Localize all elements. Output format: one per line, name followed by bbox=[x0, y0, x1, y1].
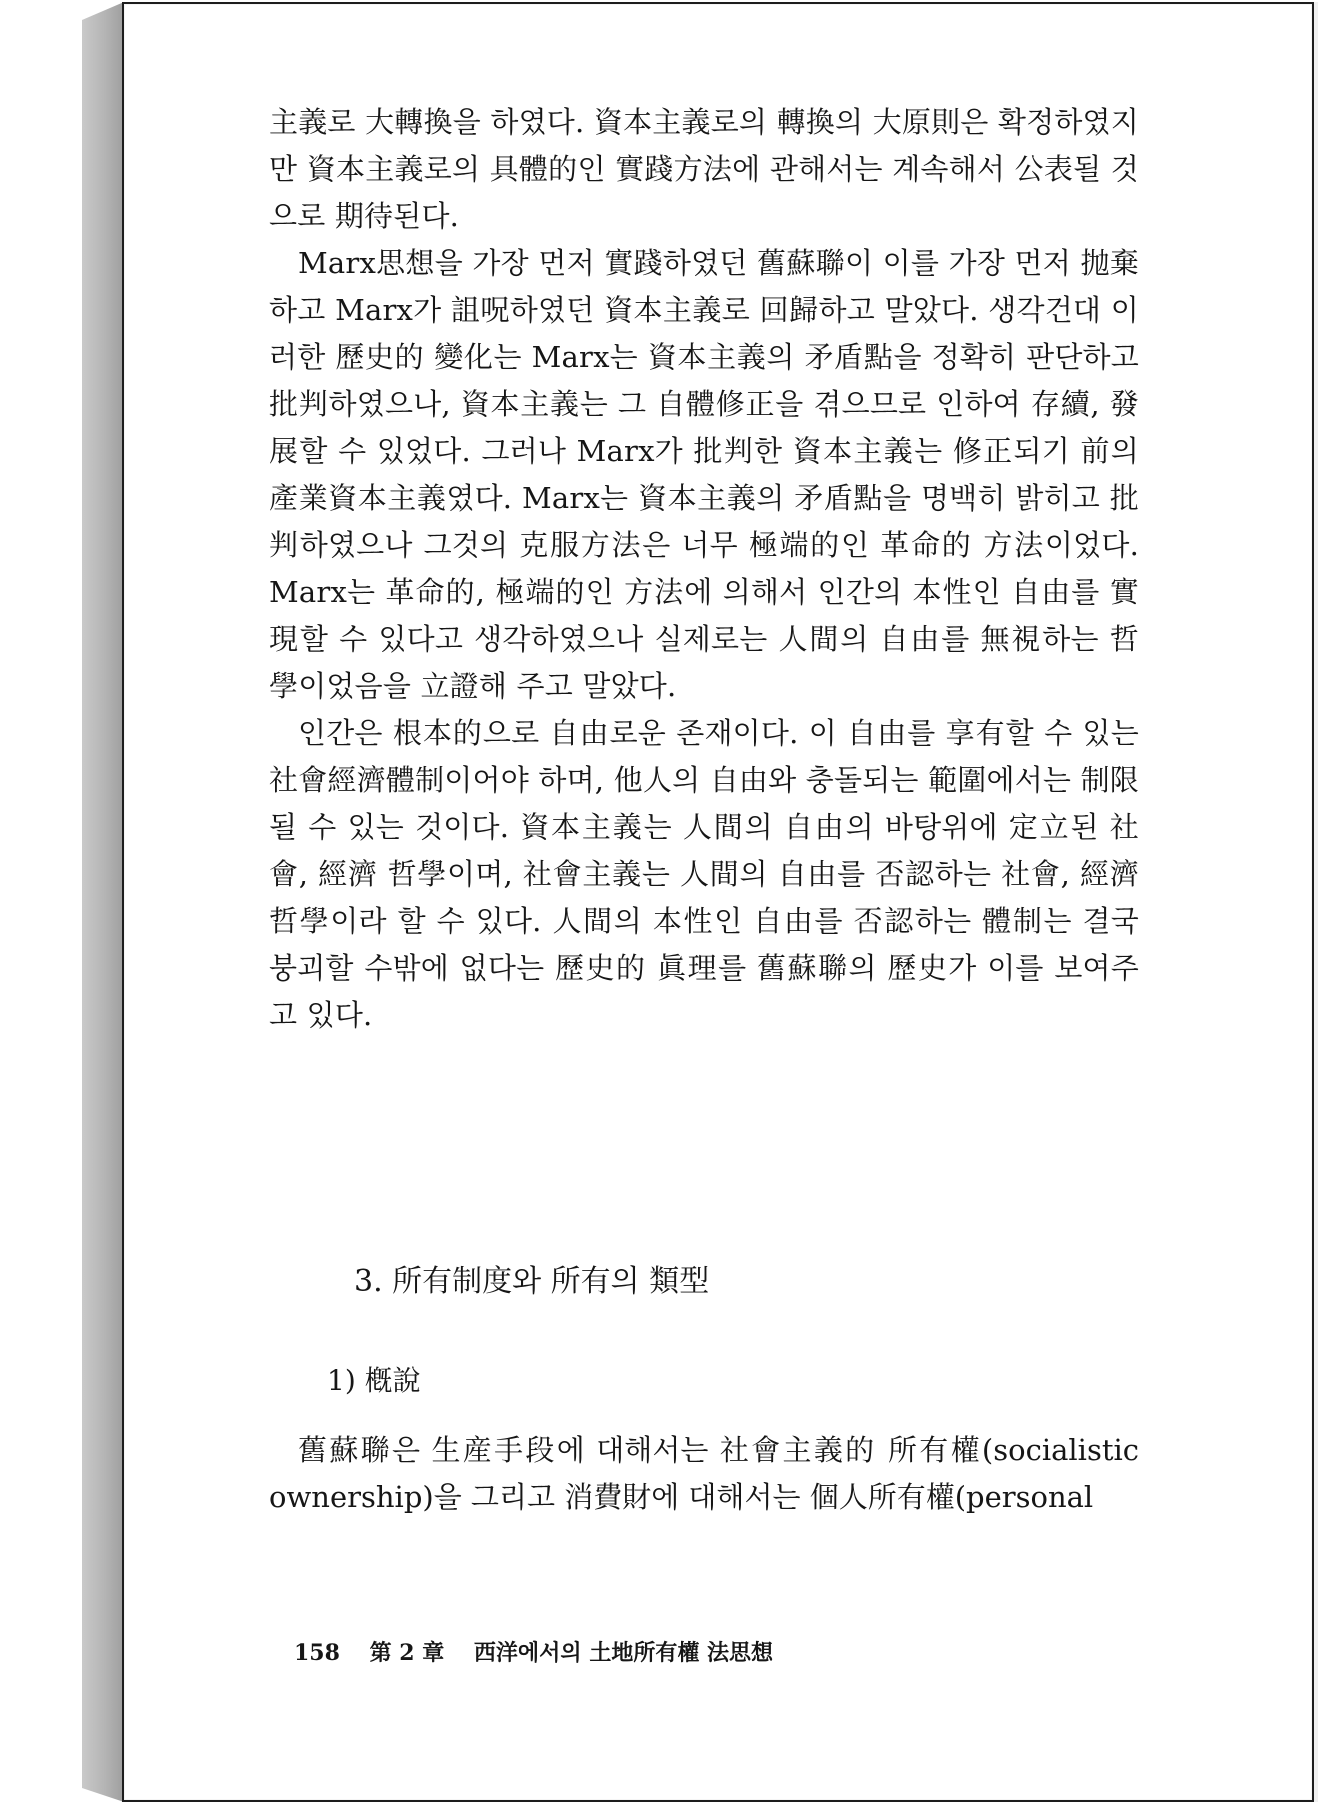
paragraph-ownership: 舊蘇聯은 生産手段에 대해서는 社會主義的 所有權(socialistic ownership)을 그리고 消費財에 대해서는 個人所有權(personal bbox=[269, 1433, 1139, 1514]
subsection-heading: 1) 槪說 bbox=[327, 1364, 421, 1397]
paragraph-freedom: 인간은 根本的으로 自由로운 존재이다. 이 自由를 享有할 수 있는 社會經濟體制이어야 하며, 他人의 自由와 충돌되는 範圍에서는 制限될 수 있는 것이다. 資本主義는 人間의 自由의 바탕위에 定立된 社會, 經濟 哲學이며, 社會主義는 人間의 自由를 否認하는 社會, 經濟 哲學이라 할 수 있다. 人間의 本性인 自由를 否認하는 體制는 결국 붕괴할 수밖에 없다는 歷史的 眞理를 舊蘇聯의 歷史가 이를 보여주고 있다. bbox=[269, 716, 1139, 1032]
page-footer bbox=[294, 1636, 773, 1667]
section-heading: 3. 所有制度와 所有의 類型 bbox=[354, 1264, 710, 1299]
paragraph-marx: Marx思想을 가장 먼저 實踐하였던 舊蘇聯이 이를 가장 먼저 抛棄하고 Marx가 詛呪하였던 資本主義로 回歸하고 말았다. 생각건대 이러한 歷史的 變化는 Marx는 資本主義의 矛盾點을 정확히 판단하고 批判하였으나, 資本主義는 그 自體修正을 겪으므로 인하여 存續, 發展할 수 있었다. 그러나 Marx가 批判한 資本主義는 修正되기 前의 產業資本主義였다. Marx는 資本主義의 矛盾點을 명백히 밝히고 批判하였으나 그것의 克服方法은 너무 極端的인 革命的 方法이었다. Marx는 革命的, 極端的인 方法에 의해서 인간의 本性인 自由를 實現할 수 있다고 생각하였으나 실제로는 人間의 自由를 無視하는 哲學이었음을 立證해 주고 말았다. bbox=[269, 246, 1139, 703]
section-body-text bbox=[269, 1427, 1139, 1521]
page-number: 158 bbox=[294, 1640, 340, 1666]
paragraph-continuation: 主義로 大轉換을 하였다. 資本主義로의 轉換의 大原則은 확정하였지만 資本主義로의 具體的인 實踐方法에 관해서는 계속해서 公表될 것으로 期待된다. bbox=[269, 105, 1139, 233]
body-text bbox=[269, 99, 1139, 1039]
chapter-label: 第 2 章 bbox=[369, 1640, 445, 1666]
page bbox=[122, 2, 1314, 1802]
chapter-title: 西洋에서의 土地所有權 法思想 bbox=[473, 1640, 773, 1666]
book-spine bbox=[82, 2, 124, 1802]
